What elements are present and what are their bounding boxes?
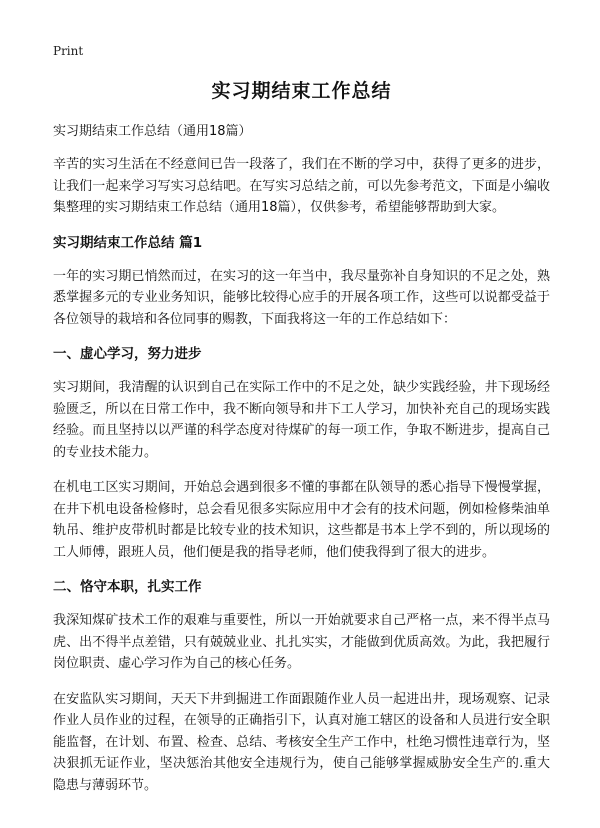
print-link[interactable]: Print [53,44,84,58]
document-subtitle: 实习期结束工作总结（通用18篇） [53,124,252,139]
section-2-paragraph-1: 我深知煤矿技术工作的艰难与重要性，所以一开始就要求自己严格一点，来不得半点马虎、出不得半点差错，只有兢兢业业、扎扎实实，才能做到优质高效。为此，我把履行岗位职责、虚心学习作为自己的核心任务。 [53,613,550,671]
article-heading: 实习期结束工作总结 篇1 [53,234,203,251]
section-2-paragraph-2: 在安监队实习期间，天天下井到掘进工作面跟随作业人员一起进出井，现场观察、记录作业人员作业的过程，在领导的正确指引下，认真对施工辖区的设备和人员进行安全职能监督，在计划、布置、检查、总结、考核安全生产工作中，杜绝习惯性违章行为，坚决狠抓无证作业，坚决惩治其他安全违规行为，使自己能够掌握威胁安全生产的.重大隐患与薄弱环节。 [53,691,550,793]
section-heading-1: 一、虚心学习，努力进步 [53,346,202,362]
intro-paragraph: 辛苦的实习生活在不经意间已告一段落了，我们在不断的学习中，获得了更多的进步，让我们一起来学习写实习总结吧。在写实习总结之前，可以先参考范文，下面是小编收集整理的实习期结束工作总结（通用18篇），仅供参考，希望能够帮助到大家。 [53,157,550,215]
section-heading-2: 二、恪守本职，扎实工作 [53,579,202,595]
section-1-paragraph-1: 实习期间，我清醒的认识到自己在实际工作中的不足之处，缺少实践经验，井下现场经验匮乏，所以在日常工作中，我不断向领导和井下工人学习，加快补充自己的现场实践经验。而且坚持以以严谨的科学态度对待煤矿的每一项工作，争取不断进步，提高自己的专业技术能力。 [53,380,550,460]
section-1-paragraph-2: 在机电工区实习期间，开始总会遇到很多不懂的事都在队领导的悉心指导下慢慢掌握，在井下机电设备检修时，总会看见很多实际应用中才会有的技术问题，例如检修柴油单轨吊、维护皮带机时都是比较专业的技术知识，这些都是书本上学不到的，所以现场的工人师傅，跟班人员，他们便是我的指导老师，他们使我得到了很大的进步。 [53,480,550,560]
article-intro-paragraph: 一年的实习期已悄然而过，在实习的这一年当中，我尽量弥补自身知识的不足之处，熟悉掌握多元的专业业务知识，能够比较得心应手的开展各项工作，这些可以说都受益于各位领导的栽培和各位同事的赐教，下面我将这一年的工作总结如下： [53,268,550,327]
document-body [53,76,550,810]
page-title: 实习期结束工作总结 [211,80,392,102]
